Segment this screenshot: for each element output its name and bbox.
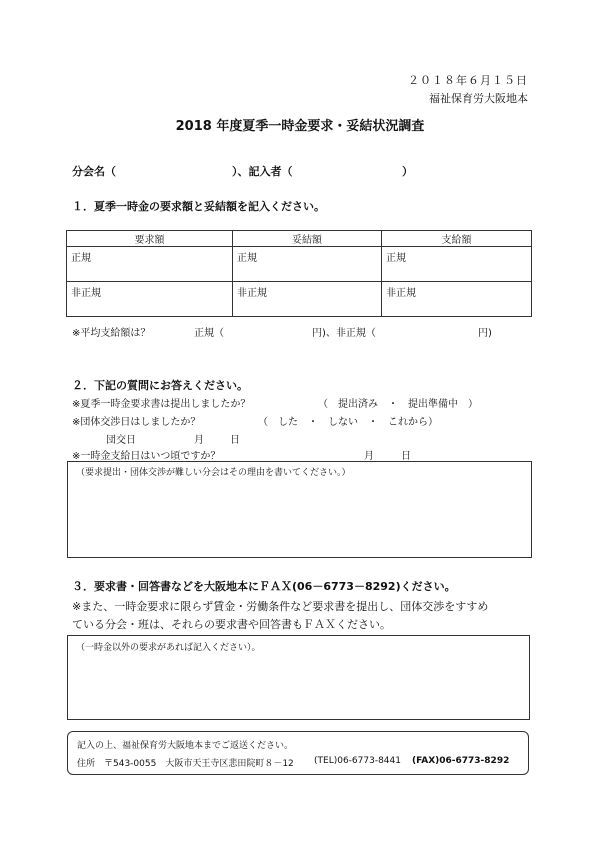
other-requests-label: （一時金以外の要求があれば記入ください）。: [76, 643, 261, 653]
branch-label: 分会名（: [72, 165, 116, 178]
average-pay-label: ※平均支給額は？: [72, 328, 151, 339]
average-yen-close: 円): [478, 328, 492, 339]
section3-heading: ３．要求書・回答書などを大阪地本にＦＡＸ(06－6773－8292)ください。: [72, 580, 456, 593]
section3-note-line1: ※また、一時金要求に限らず賃金・労働条件など要求書を提出し、団体交渉をすすめ: [72, 600, 489, 613]
negotiation-day-label: 日: [230, 435, 240, 446]
reason-textbox[interactable]: [67, 461, 532, 558]
column-header-settled: 妥結額: [233, 231, 382, 247]
question-request-submitted: ※夏季一時金要求書は提出しましたか？: [72, 399, 251, 410]
reason-textbox-label: （要求提出・団体交渉が難しい分会はその理由を書いてください。）: [76, 468, 351, 478]
table-row: [67, 247, 532, 282]
address: 〒543-0055 大阪市天王寺区悲田院町８－12: [104, 759, 294, 769]
requested-regular-cell[interactable]: 正規: [67, 247, 233, 282]
amounts-table: [66, 230, 532, 317]
settled-regular-cell[interactable]: 正規: [233, 247, 382, 282]
column-header-paid: 支給額: [382, 231, 532, 247]
pay-month-label: 月: [364, 451, 374, 462]
average-regular-label: 正規（: [194, 328, 224, 339]
writer-close: ）: [402, 165, 413, 178]
table-header-row: [67, 231, 532, 247]
page-title: 2018 年度夏季一時金要求・妥結状況調査: [175, 119, 425, 134]
settled-nonregular-cell[interactable]: 非正規: [233, 282, 382, 317]
branch-name-field[interactable]: [128, 160, 228, 178]
other-requests-textbox[interactable]: [67, 635, 530, 720]
section3-note-line2: ている分会・班は、それらの要求書や回答書もＦＡＸください。: [72, 618, 391, 631]
negotiation-date-label: 団交日: [106, 435, 136, 446]
question-negotiation: ※団体交渉日はしましたか？: [72, 417, 201, 428]
organization-name: 福祉保育労大阪地本: [429, 92, 528, 105]
negotiation-options[interactable]: （ した ・ しない ・ これから）: [258, 417, 438, 428]
writer-label: ）、記入者（: [232, 165, 293, 178]
return-instruction: 記入の上、福祉保育労大阪地本までご返送ください。: [77, 741, 294, 751]
pay-day-label: 日: [401, 451, 411, 462]
telephone: (TEL)06-6773-8441: [314, 756, 401, 766]
negotiation-month-label: 月: [194, 435, 204, 446]
fax-number: (FAX)06-6773-8292: [412, 756, 510, 766]
section1-heading: １．夏季一時金の要求額と妥結額を記入ください。: [72, 200, 325, 213]
question-pay-date: ※一時金支給日はいつ頃ですか？: [72, 451, 221, 462]
column-header-requested: 要求額: [67, 231, 233, 247]
section2-heading: ２．下記の質問にお答えください。: [72, 379, 248, 392]
average-nonregular-label: 円)、非正規（: [312, 328, 376, 339]
request-submitted-options[interactable]: （ 提出済み ・ 提出準備中 ）: [318, 399, 478, 410]
table-row: [67, 282, 532, 317]
writer-name-field[interactable]: [300, 160, 400, 178]
paid-regular-cell[interactable]: 正規: [382, 247, 532, 282]
paid-nonregular-cell[interactable]: 非正規: [382, 282, 532, 317]
document-date: ２０１８年６月１５日: [408, 74, 528, 87]
address-label: 住所: [77, 759, 96, 769]
requested-nonregular-cell[interactable]: 非正規: [67, 282, 233, 317]
return-instructions-box: [67, 731, 529, 775]
